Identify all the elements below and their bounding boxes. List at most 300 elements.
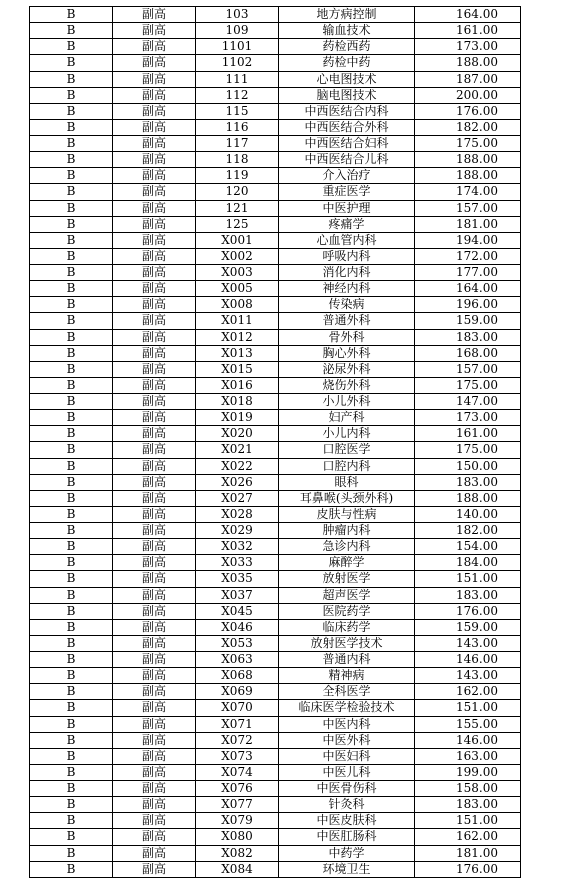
title-level-cell: 副高: [113, 200, 196, 216]
specialty-code-cell: X033: [196, 555, 279, 571]
specialty-name-cell: 中医皮肤科: [279, 813, 415, 829]
passing-score-cell: 159.00: [415, 313, 521, 329]
category-cell: B: [30, 313, 113, 329]
specialty-name-cell: 小儿外科: [279, 394, 415, 410]
category-cell: B: [30, 281, 113, 297]
passing-score-cell: 157.00: [415, 200, 521, 216]
specialty-code-cell: X046: [196, 619, 279, 635]
title-level-cell: 副高: [113, 442, 196, 458]
passing-score-cell: 164.00: [415, 281, 521, 297]
table-row: [30, 184, 521, 200]
passing-score-cell: 146.00: [415, 652, 521, 668]
table-row: [30, 668, 521, 684]
title-level-cell: 副高: [113, 103, 196, 119]
table-row: [30, 313, 521, 329]
specialty-name-cell: 放射医学技术: [279, 635, 415, 651]
category-cell: B: [30, 474, 113, 490]
category-cell: B: [30, 394, 113, 410]
passing-score-cell: 196.00: [415, 297, 521, 313]
specialty-name-cell: 中医儿科: [279, 764, 415, 780]
category-cell: B: [30, 248, 113, 264]
title-level-cell: 副高: [113, 232, 196, 248]
category-cell: B: [30, 700, 113, 716]
title-level-cell: 副高: [113, 377, 196, 393]
category-cell: B: [30, 103, 113, 119]
specialty-code-cell: X080: [196, 829, 279, 845]
passing-score-cell: 161.00: [415, 426, 521, 442]
specialty-name-cell: 重症医学: [279, 184, 415, 200]
table-row: [30, 119, 521, 135]
passing-score-cell: 157.00: [415, 361, 521, 377]
specialty-code-cell: X070: [196, 700, 279, 716]
specialty-name-cell: 中西医结合儿科: [279, 152, 415, 168]
specialty-code-cell: X053: [196, 635, 279, 651]
specialty-name-cell: 心血管内科: [279, 232, 415, 248]
specialty-name-cell: 中医内科: [279, 716, 415, 732]
specialty-name-cell: 医院药学: [279, 603, 415, 619]
passing-score-cell: 181.00: [415, 216, 521, 232]
category-cell: B: [30, 603, 113, 619]
specialty-name-cell: 地方病控制: [279, 7, 415, 23]
title-level-cell: 副高: [113, 813, 196, 829]
title-level-cell: 副高: [113, 587, 196, 603]
specialty-code-cell: 120: [196, 184, 279, 200]
table-row: [30, 861, 521, 877]
specialty-code-cell: X002: [196, 248, 279, 264]
specialty-code-cell: X011: [196, 313, 279, 329]
category-cell: B: [30, 764, 113, 780]
specialty-code-cell: X076: [196, 781, 279, 797]
passing-score-cell: 162.00: [415, 829, 521, 845]
table-row: [30, 232, 521, 248]
category-cell: B: [30, 184, 113, 200]
table-row: [30, 684, 521, 700]
specialty-code-cell: 125: [196, 216, 279, 232]
category-cell: B: [30, 152, 113, 168]
category-cell: B: [30, 732, 113, 748]
category-cell: B: [30, 23, 113, 39]
passing-score-cell: 182.00: [415, 119, 521, 135]
category-cell: B: [30, 748, 113, 764]
passing-score-cell: 151.00: [415, 571, 521, 587]
table-row: [30, 442, 521, 458]
category-cell: B: [30, 506, 113, 522]
specialty-name-cell: 皮肤与性病: [279, 506, 415, 522]
category-cell: B: [30, 716, 113, 732]
category-cell: B: [30, 345, 113, 361]
table-row: [30, 764, 521, 780]
specialty-name-cell: 烧伤外科: [279, 377, 415, 393]
specialty-code-cell: X063: [196, 652, 279, 668]
category-cell: B: [30, 410, 113, 426]
passing-score-cell: 175.00: [415, 442, 521, 458]
specialty-name-cell: 输血技术: [279, 23, 415, 39]
category-cell: B: [30, 861, 113, 877]
title-level-cell: 副高: [113, 39, 196, 55]
specialty-name-cell: 针灸科: [279, 797, 415, 813]
table-row: [30, 700, 521, 716]
specialty-code-cell: X015: [196, 361, 279, 377]
specialty-name-cell: 环境卫生: [279, 861, 415, 877]
specialty-name-cell: 介入治疗: [279, 168, 415, 184]
specialty-name-cell: 药检西药: [279, 39, 415, 55]
specialty-name-cell: 口腔医学: [279, 442, 415, 458]
specialty-name-cell: 妇产科: [279, 410, 415, 426]
passing-score-cell: 188.00: [415, 55, 521, 71]
specialty-code-cell: X029: [196, 523, 279, 539]
title-level-cell: 副高: [113, 861, 196, 877]
passing-score-cell: 143.00: [415, 635, 521, 651]
specialty-code-cell: X084: [196, 861, 279, 877]
passing-score-cell: 176.00: [415, 603, 521, 619]
specialty-code-cell: X026: [196, 474, 279, 490]
specialty-name-cell: 中西医结合妇科: [279, 136, 415, 152]
table-row: [30, 103, 521, 119]
table-row: [30, 426, 521, 442]
specialty-code-cell: 109: [196, 23, 279, 39]
table-row: [30, 136, 521, 152]
specialty-name-cell: 胸心外科: [279, 345, 415, 361]
specialty-name-cell: 肿瘤内科: [279, 523, 415, 539]
title-level-cell: 副高: [113, 603, 196, 619]
title-level-cell: 副高: [113, 555, 196, 571]
specialty-code-cell: 111: [196, 71, 279, 87]
table-row: [30, 23, 521, 39]
table-row: [30, 7, 521, 23]
category-cell: B: [30, 490, 113, 506]
table-row: [30, 587, 521, 603]
title-level-cell: 副高: [113, 394, 196, 410]
title-level-cell: 副高: [113, 652, 196, 668]
specialty-name-cell: 呼吸内科: [279, 248, 415, 264]
title-level-cell: 副高: [113, 297, 196, 313]
passing-score-cell: 173.00: [415, 410, 521, 426]
specialty-code-cell: X001: [196, 232, 279, 248]
category-cell: B: [30, 571, 113, 587]
specialty-code-cell: X072: [196, 732, 279, 748]
specialty-name-cell: 急诊内科: [279, 539, 415, 555]
table-row: [30, 71, 521, 87]
passing-score-cell: 176.00: [415, 103, 521, 119]
specialty-code-cell: X032: [196, 539, 279, 555]
title-level-cell: 副高: [113, 313, 196, 329]
specialty-code-cell: X073: [196, 748, 279, 764]
title-level-cell: 副高: [113, 71, 196, 87]
title-level-cell: 副高: [113, 764, 196, 780]
category-cell: B: [30, 168, 113, 184]
category-cell: B: [30, 845, 113, 861]
title-level-cell: 副高: [113, 668, 196, 684]
passing-score-cell: 168.00: [415, 345, 521, 361]
title-level-cell: 副高: [113, 490, 196, 506]
table-row: [30, 329, 521, 345]
specialty-code-cell: X005: [196, 281, 279, 297]
specialty-name-cell: 泌尿外科: [279, 361, 415, 377]
category-cell: B: [30, 426, 113, 442]
table-row: [30, 394, 521, 410]
category-cell: B: [30, 39, 113, 55]
specialty-name-cell: 口腔内科: [279, 458, 415, 474]
category-cell: B: [30, 555, 113, 571]
title-level-cell: 副高: [113, 523, 196, 539]
specialty-code-cell: X016: [196, 377, 279, 393]
table-row: [30, 555, 521, 571]
passing-score-cell: 173.00: [415, 39, 521, 55]
specialty-name-cell: 眼科: [279, 474, 415, 490]
specialty-name-cell: 心电图技术: [279, 71, 415, 87]
specialty-name-cell: 麻醉学: [279, 555, 415, 571]
table-row: [30, 265, 521, 281]
passing-score-cell: 161.00: [415, 23, 521, 39]
title-level-cell: 副高: [113, 845, 196, 861]
title-level-cell: 副高: [113, 152, 196, 168]
title-level-cell: 副高: [113, 748, 196, 764]
title-level-cell: 副高: [113, 168, 196, 184]
specialty-name-cell: 超声医学: [279, 587, 415, 603]
specialty-code-cell: X069: [196, 684, 279, 700]
specialty-code-cell: 119: [196, 168, 279, 184]
table-row: [30, 297, 521, 313]
specialty-code-cell: X071: [196, 716, 279, 732]
title-level-cell: 副高: [113, 619, 196, 635]
category-cell: B: [30, 119, 113, 135]
table-row: [30, 506, 521, 522]
title-level-cell: 副高: [113, 184, 196, 200]
specialty-code-cell: X082: [196, 845, 279, 861]
title-level-cell: 副高: [113, 345, 196, 361]
title-level-cell: 副高: [113, 361, 196, 377]
passing-score-cell: 172.00: [415, 248, 521, 264]
specialty-code-cell: 1102: [196, 55, 279, 71]
title-level-cell: 副高: [113, 571, 196, 587]
specialty-name-cell: 疼痛学: [279, 216, 415, 232]
category-cell: B: [30, 71, 113, 87]
table-row: [30, 200, 521, 216]
specialty-code-cell: X068: [196, 668, 279, 684]
passing-score-cell: 183.00: [415, 797, 521, 813]
table-row: [30, 523, 521, 539]
category-cell: B: [30, 232, 113, 248]
category-cell: B: [30, 216, 113, 232]
title-level-cell: 副高: [113, 426, 196, 442]
specialty-name-cell: 全科医学: [279, 684, 415, 700]
specialty-name-cell: 临床药学: [279, 619, 415, 635]
title-level-cell: 副高: [113, 458, 196, 474]
passing-score-cell: 151.00: [415, 700, 521, 716]
specialty-code-cell: 112: [196, 87, 279, 103]
passing-score-cell: 175.00: [415, 136, 521, 152]
specialty-code-cell: X074: [196, 764, 279, 780]
specialty-code-cell: X018: [196, 394, 279, 410]
category-cell: B: [30, 813, 113, 829]
table-row: [30, 845, 521, 861]
title-level-cell: 副高: [113, 829, 196, 845]
category-cell: B: [30, 539, 113, 555]
title-level-cell: 副高: [113, 732, 196, 748]
passing-score-cell: 151.00: [415, 813, 521, 829]
specialty-code-cell: 116: [196, 119, 279, 135]
specialty-name-cell: 骨外科: [279, 329, 415, 345]
specialty-name-cell: 中医妇科: [279, 748, 415, 764]
passing-score-cell: 188.00: [415, 168, 521, 184]
specialty-code-cell: 118: [196, 152, 279, 168]
passing-score-cell: 158.00: [415, 781, 521, 797]
title-level-cell: 副高: [113, 539, 196, 555]
passing-score-cell: 155.00: [415, 716, 521, 732]
table-row: [30, 410, 521, 426]
table-row: [30, 635, 521, 651]
specialty-name-cell: 中西医结合外科: [279, 119, 415, 135]
specialty-code-cell: X003: [196, 265, 279, 281]
title-level-cell: 副高: [113, 700, 196, 716]
category-cell: B: [30, 781, 113, 797]
title-level-cell: 副高: [113, 281, 196, 297]
specialty-name-cell: 神经内科: [279, 281, 415, 297]
table-row: [30, 603, 521, 619]
specialty-code-cell: 1101: [196, 39, 279, 55]
passing-score-cell: 146.00: [415, 732, 521, 748]
passing-score-cell: 194.00: [415, 232, 521, 248]
passing-score-cell: 174.00: [415, 184, 521, 200]
passing-score-cell: 177.00: [415, 265, 521, 281]
specialty-code-cell: X013: [196, 345, 279, 361]
specialty-code-cell: 121: [196, 200, 279, 216]
specialty-code-cell: X020: [196, 426, 279, 442]
table-row: [30, 474, 521, 490]
table-row: [30, 652, 521, 668]
title-level-cell: 副高: [113, 23, 196, 39]
specialty-name-cell: 精神病: [279, 668, 415, 684]
category-cell: B: [30, 136, 113, 152]
category-cell: B: [30, 684, 113, 700]
category-cell: B: [30, 523, 113, 539]
passing-score-cell: 188.00: [415, 152, 521, 168]
passing-score-cell: 143.00: [415, 668, 521, 684]
specialty-code-cell: X035: [196, 571, 279, 587]
passing-score-cell: 147.00: [415, 394, 521, 410]
passing-score-cell: 181.00: [415, 845, 521, 861]
table-row: [30, 361, 521, 377]
specialty-code-cell: 115: [196, 103, 279, 119]
table-row: [30, 152, 521, 168]
title-level-cell: 副高: [113, 87, 196, 103]
table-row: [30, 716, 521, 732]
passing-score-cell: 183.00: [415, 474, 521, 490]
category-cell: B: [30, 329, 113, 345]
specialty-code-cell: 117: [196, 136, 279, 152]
table-row: [30, 571, 521, 587]
title-level-cell: 副高: [113, 506, 196, 522]
category-cell: B: [30, 619, 113, 635]
specialty-code-cell: X079: [196, 813, 279, 829]
passing-score-cell: 187.00: [415, 71, 521, 87]
specialty-name-cell: 药检中药: [279, 55, 415, 71]
title-level-cell: 副高: [113, 265, 196, 281]
table-row: [30, 539, 521, 555]
category-cell: B: [30, 55, 113, 71]
category-cell: B: [30, 361, 113, 377]
title-level-cell: 副高: [113, 216, 196, 232]
specialty-name-cell: 中医肛肠科: [279, 829, 415, 845]
specialty-name-cell: 传染病: [279, 297, 415, 313]
category-cell: B: [30, 297, 113, 313]
passing-score-cell: 188.00: [415, 490, 521, 506]
passing-score-cell: 163.00: [415, 748, 521, 764]
passing-score-cell: 150.00: [415, 458, 521, 474]
specialty-name-cell: 中医护理: [279, 200, 415, 216]
specialty-code-cell: X045: [196, 603, 279, 619]
specialty-name-cell: 临床医学检验技术: [279, 700, 415, 716]
table-row: [30, 39, 521, 55]
table-row: [30, 216, 521, 232]
title-level-cell: 副高: [113, 716, 196, 732]
table-row: [30, 732, 521, 748]
title-level-cell: 副高: [113, 329, 196, 345]
table-row: [30, 55, 521, 71]
specialty-code-cell: X019: [196, 410, 279, 426]
title-level-cell: 副高: [113, 248, 196, 264]
score-table-body: [30, 7, 521, 878]
specialty-name-cell: 中医骨伤科: [279, 781, 415, 797]
specialty-name-cell: 普通外科: [279, 313, 415, 329]
passing-score-cell: 154.00: [415, 539, 521, 555]
passing-score-cell: 183.00: [415, 587, 521, 603]
title-level-cell: 副高: [113, 797, 196, 813]
specialty-name-cell: 放射医学: [279, 571, 415, 587]
specialty-code-cell: X028: [196, 506, 279, 522]
table-row: [30, 781, 521, 797]
specialty-code-cell: X012: [196, 329, 279, 345]
specialty-name-cell: 脑电图技术: [279, 87, 415, 103]
specialty-code-cell: X021: [196, 442, 279, 458]
category-cell: B: [30, 652, 113, 668]
passing-score-cell: 184.00: [415, 555, 521, 571]
category-cell: B: [30, 587, 113, 603]
table-row: [30, 248, 521, 264]
table-row: [30, 813, 521, 829]
category-cell: B: [30, 7, 113, 23]
title-level-cell: 副高: [113, 7, 196, 23]
category-cell: B: [30, 635, 113, 651]
title-level-cell: 副高: [113, 474, 196, 490]
title-level-cell: 副高: [113, 119, 196, 135]
category-cell: B: [30, 458, 113, 474]
table-row: [30, 377, 521, 393]
passing-score-cell: 200.00: [415, 87, 521, 103]
passing-score-cell: 182.00: [415, 523, 521, 539]
table-row: [30, 345, 521, 361]
title-level-cell: 副高: [113, 684, 196, 700]
specialty-code-cell: 103: [196, 7, 279, 23]
passing-score-cell: 199.00: [415, 764, 521, 780]
table-row: [30, 490, 521, 506]
passing-score-cell: 162.00: [415, 684, 521, 700]
title-level-cell: 副高: [113, 781, 196, 797]
specialty-name-cell: 耳鼻喉(头颈外科): [279, 490, 415, 506]
table-row: [30, 168, 521, 184]
passing-score-cell: 175.00: [415, 377, 521, 393]
category-cell: B: [30, 200, 113, 216]
passing-score-cell: 159.00: [415, 619, 521, 635]
category-cell: B: [30, 668, 113, 684]
specialty-name-cell: 中医外科: [279, 732, 415, 748]
specialty-code-cell: X008: [196, 297, 279, 313]
title-level-cell: 副高: [113, 635, 196, 651]
title-level-cell: 副高: [113, 136, 196, 152]
category-cell: B: [30, 87, 113, 103]
passing-score-cell: 176.00: [415, 861, 521, 877]
specialty-name-cell: 中药学: [279, 845, 415, 861]
